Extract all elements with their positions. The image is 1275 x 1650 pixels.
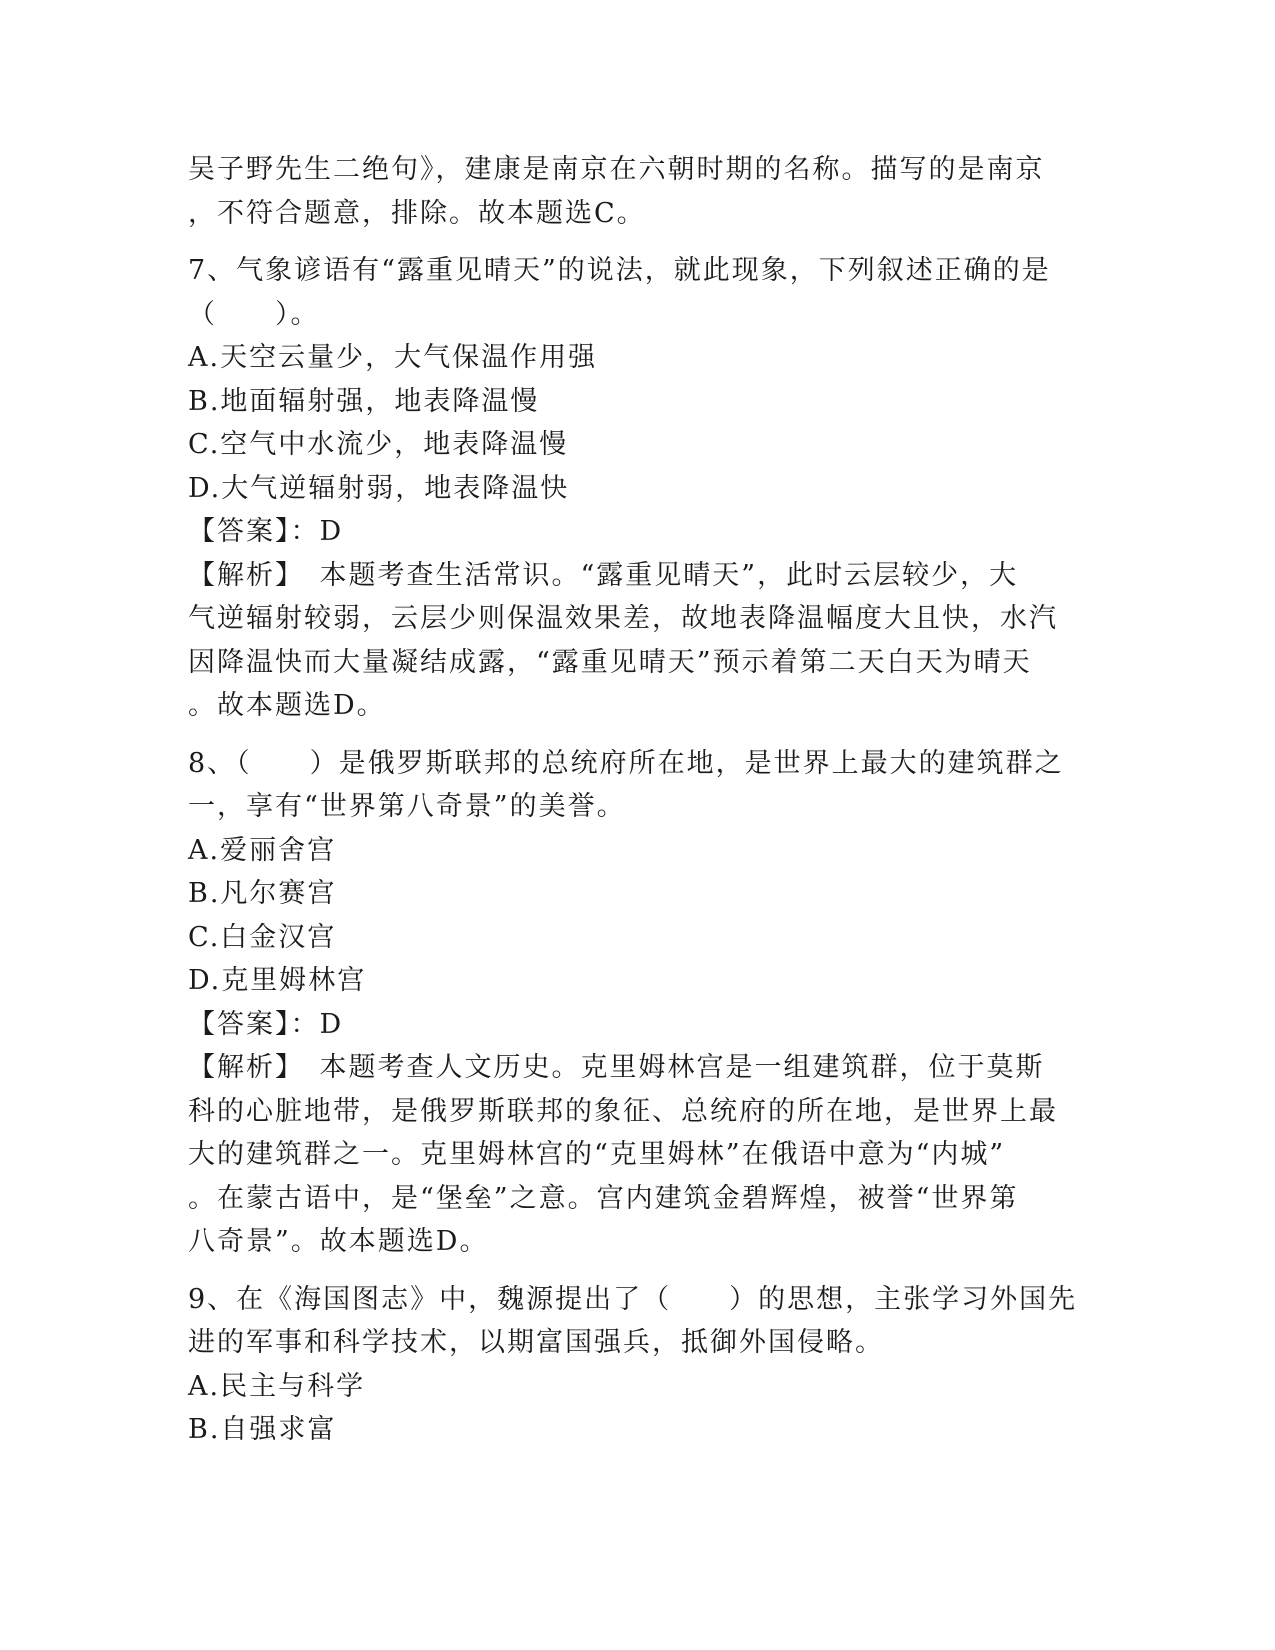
document-page [188, 148, 1088, 1452]
analysis-text: 大的建筑群之一。克里姆林宫的“克里姆林”在俄语中意为“内城” [188, 1139, 1006, 1170]
q6-analysis-tail [188, 148, 1088, 235]
analysis-text: 八奇景”。故本题选D。 [188, 1226, 489, 1257]
answer-line: 【答案】：D [188, 516, 344, 547]
option-c: C.空气中水流少，地表降温慢 [188, 429, 569, 460]
question-text: 9、在《海国图志》中，魏源提出了（ ）的思想，主张学习外国先 [188, 1283, 1078, 1315]
analysis-text: 气逆辐射较弱，云层少则保温效果差，故地表降温幅度大且快，水汽 [188, 603, 1058, 634]
question-text: （ ）。 [188, 298, 320, 330]
answer-line: 【答案】：D [188, 1008, 344, 1040]
analysis-text: 【解析】 本题考查生活常识。“露重见晴天”，此时云层较少，大 [188, 559, 1019, 591]
question-text: 7、气象谚语有“露重见晴天”的说法，就此现象，下列叙述正确的是 [188, 255, 1051, 286]
question-text: 一，享有“世界第八奇景”的美誉。 [188, 791, 626, 822]
analysis-text: 【解析】 本题考查人文历史。克里姆林宫是一组建筑群，位于莫斯 [188, 1052, 1045, 1083]
option-a: A.民主与科学 [188, 1370, 366, 1402]
analysis-text: 科的心脏地带，是俄罗斯联邦的象征、总统府的所在地，是世界上最 [188, 1095, 1058, 1127]
question-8 [188, 742, 1088, 1264]
option-a: A.天空云量少，大气保温作用强 [188, 342, 598, 373]
option-d: D.克里姆林宫 [188, 965, 367, 996]
option-b: B.凡尔赛宫 [188, 878, 337, 909]
analysis-text: 。故本题选D。 [188, 690, 386, 721]
question-7 [188, 249, 1088, 728]
question-text: 8、（ ）是俄罗斯联邦的总统府所在地，是世界上最大的建筑群之 [188, 747, 1064, 779]
analysis-text: 因降温快而大量凝结成露，“露重见晴天”预示着第二天白天为晴天 [188, 646, 1032, 678]
option-c: C.白金汉宫 [188, 921, 337, 953]
question-text: 进的军事和科学技术，以期富国强兵，抵御外国侵略。 [188, 1327, 884, 1358]
option-b: B.地面辐射强，地表降温慢 [188, 385, 540, 417]
option-d: D.大气逆辐射弱，地表降温快 [188, 472, 570, 504]
text-line: 吴子野先生二绝句》，建康是南京在六朝时期的名称。描写的是南京 [188, 154, 1045, 185]
option-a: A.爱丽舍宫 [188, 834, 337, 866]
question-9 [188, 1278, 1088, 1452]
option-b: B.自强求富 [188, 1414, 337, 1445]
analysis-text: 。在蒙古语中，是“堡垒”之意。宫内建筑金碧辉煌，被誉“世界第 [188, 1182, 1019, 1214]
text-line: ，不符合题意，排除。故本题选C。 [188, 197, 646, 229]
